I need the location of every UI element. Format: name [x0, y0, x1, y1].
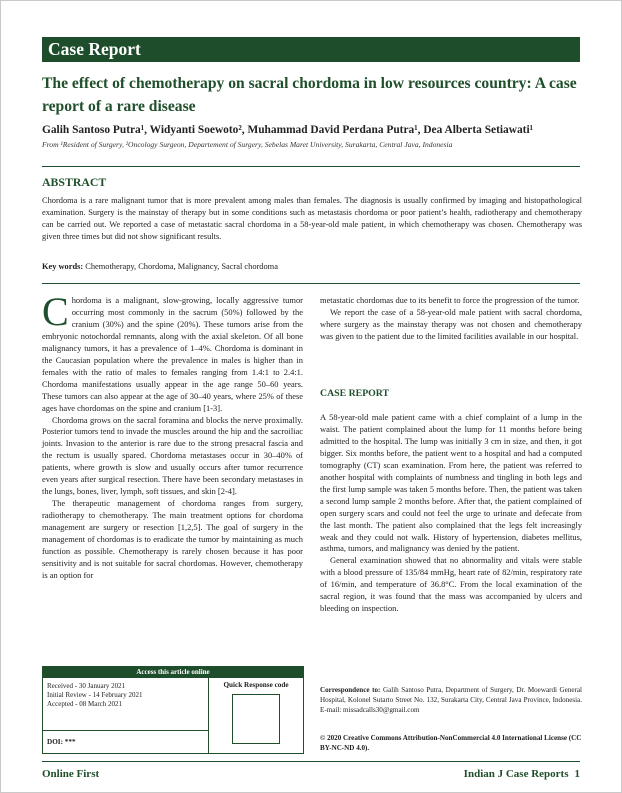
license-note: © 2020 Creative Commons Attribution-NonCommercial 4.0 International License (CC BY-NC-ND 4.0).	[320, 734, 582, 752]
body-paragraph: Chordoma grows on the sacral foramina and blocks the nerve proximally. Posterior tumors tend to invade the muscles around the hip and the sacroiliac joints. Invasion to the anterior is rare due to the strong presacral fascia and the rectum is usually spared. Chordoma metastases occur in 30–40% of patients, where growth is slow and usually occurs after tumor recurrence even years after surgical resection. There have been secondary metastases in the lungs, bones, liver, lymph, soft tissues, and skin [2-4].	[42, 414, 303, 497]
page-number: 1	[574, 768, 580, 780]
footer-left: Online First	[42, 768, 100, 780]
footer-divider	[42, 761, 580, 762]
doi-label: DOI: ***	[47, 738, 76, 746]
article-type-banner: Case Report	[42, 37, 580, 62]
author-affiliation: From ¹Resident of Surgery, ²Oncology Surgeon, Departement of Surgery, Sebelas Maret University, Surakarta, Central Java, Indonesia	[42, 140, 453, 149]
accepted-date: Accepted - 08 March 2021	[47, 700, 123, 708]
keywords-line	[42, 262, 278, 271]
article-dates	[43, 682, 208, 731]
article-title: The effect of chemotherapy on sacral chordoma in low resources country: A case report of a rare disease	[42, 75, 577, 115]
case-report-heading: CASE REPORT	[320, 388, 390, 399]
body-paragraph: metastatic chordomas due to its benefit to force the progression of the tumor.	[320, 295, 580, 305]
qr-panel	[209, 678, 303, 753]
drop-cap: C	[42, 289, 69, 334]
divider-bottom	[42, 283, 580, 284]
intro-paragraph	[42, 289, 303, 415]
correspondence-note	[320, 686, 582, 715]
left-column	[42, 289, 303, 582]
body-paragraph: The therapeutic management of chordoma ranges from surgery, radiotherapy to chemotherapy. The main treatment options for chordoma management are surgery or resection [1,2,5]. The goal of surgery in the management of chordomas is to eradicate the tumor by maintaining as much function as possible. Chemotherapy is rarely chosen because it has poor sensitivity and is not suitable for sacral chordomas. However, chemotherapy is an option for	[42, 498, 303, 580]
article-dates-panel	[43, 678, 209, 753]
journal-name: Indian J Case Reports	[463, 768, 569, 780]
intro-text: hordoma is a malignant, slow-growing, locally aggressive tumor occurring most commonly in the sacrum (50%) followed by the cranium (30%) and the spine (20%). These tumors arise from the embryonic notochordal remnants, along with the axial skeleton. Of all bone malignancy tumors, it has a prevalence of 1–4%. Chordoma is dominant in the Caucasian population where the prevalence in males is higher than in females with the ratio of males to females ranging from 1.4:1 to 2.4:1. Chordoma manifestations usually appear in the age range 50–60 years. These tumors can also appear at the age of 30–40 years, where 25% of these ages have chordomas on the spine and cranium [1-3].	[42, 295, 303, 413]
abstract-heading: ABSTRACT	[42, 175, 107, 189]
body-paragraph: General examination showed that no abnormality and vitals were stable with a blood pressure of 135/84 mmHg, heart rate of 82/min, respiratory rate of 16/min, and temperature of 36.8°C. From the local examination of the sacral region, it was found that the mass was accompanied by ulcers and bleeding on inspection.	[320, 555, 582, 614]
abstract-text: Chordoma is a rare malignant tumor that is more prevalent among males than females. The diagnosis is usually confirmed by imaging and histopathological examination. Surgery is the mainstay of therapy but in some conditions such as metastasis chordoma or poor patient’s health, radiotherapy and chemotherapy can be carried out. We reported a case of metastatic sacral chordoma in a 58-year-old male patient, in which chemotherapy was chosen. Chemotherapy was given three times but did not show significant results.	[42, 196, 582, 241]
divider-top	[42, 166, 580, 167]
body-paragraph: We report the case of a 58-year-old male patient with sacral chordoma, where surgery as the mainstay therapy was not chosen and chemotherapy was given to the patient due to the limited facilities available in our hospital.	[320, 306, 582, 341]
keywords-label: Key words:	[42, 262, 84, 271]
access-box-header: Access this article online	[43, 667, 303, 678]
author-list: Galih Santoso Putra¹, Widyanti Soewoto², Muhammad David Perdana Putra¹, Dea Alberta Setiawati¹	[42, 124, 534, 136]
access-online-box	[42, 666, 304, 754]
correspondence-text: Galih Santoso Putra, Department of Surgery, Dr. Moewardi General Hospital, Kolonel Sutarto Street No. 132, Surakarta City, Central Java Province, Indonesia. E-mail: missadcalls30@gmail.com	[320, 686, 582, 714]
qr-code-placeholder	[232, 694, 280, 744]
right-column-case	[320, 412, 582, 615]
body-paragraph: A 58-year-old male patient came with a chief complaint of a lump in the waist. The patient complained about the lump for 11 months before being admitted to the hospital. The lump was initially 3 cm in size, and then, it got bigger. Six months before, the patient went to a hospital and had a computed tomography (CT) scan examination. From here, the patient was referred to another hospital with complaints of numbness and tingling in both legs and the first lump sample was taken 5 months before. Then, the patient was taken a second lump sample 2 months before. After that, the patient complained of open surgery scars and could not feel the urge to urinate and defecate from the last month. The patient also complained that the legs felt increasingly weak and they could not walk. History of hypertension, diabetes mellitus, asthma, tumors, and malignancy was denied by the patient.	[320, 412, 582, 554]
qr-label: Quick Response code	[223, 681, 289, 689]
keywords-text: Chemotherapy, Chordoma, Malignancy, Sacral chordoma	[85, 262, 278, 271]
right-column-top	[320, 295, 582, 343]
review-date: Initial Review - 14 February 2021	[47, 691, 143, 699]
footer-right	[464, 768, 580, 780]
correspondence-label: Correspondence to:	[320, 686, 381, 694]
received-date: Received - 30 January 2021	[47, 682, 126, 690]
